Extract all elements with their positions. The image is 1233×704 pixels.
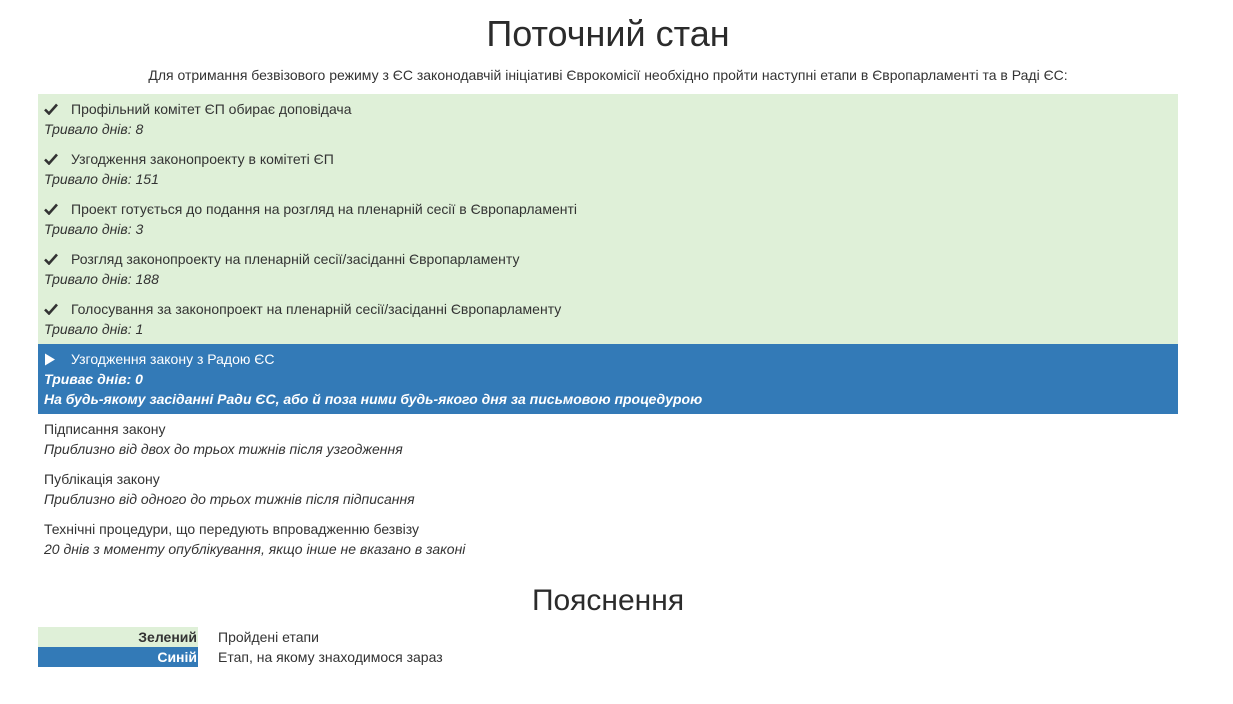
stage-name: Профільний комітет ЄП обирає доповідача [71,101,352,117]
stage-item-future [38,414,1178,464]
stages-list [38,94,1178,564]
play-icon [44,353,62,366]
stage-duration: Тривало днів: 3 [44,221,144,237]
stage-item-future [38,514,1178,564]
stage-name: Публікація закону [44,471,160,487]
legend-swatch-green: Зелений [38,627,198,647]
stage-item-future [38,464,1178,514]
stage-name: Голосування за законопроект на пленарній сесії/засіданні Європарламенту [71,301,562,317]
legend-item-blue [38,647,738,667]
stage-item-current [38,344,1178,414]
stage-name: Підписання закону [44,421,166,437]
legend [38,627,738,667]
stage-duration: 20 днів з моменту опублікування, якщо інше не вказано в законі [44,541,466,557]
stage-item-done [38,144,1178,194]
stage-item-done [38,94,1178,144]
stage-name: Розгляд законопроекту на пленарній сесії/засіданні Європарламенту [71,251,520,267]
check-icon [44,303,62,315]
check-icon [44,153,62,165]
stage-duration: Тривало днів: 151 [44,171,159,187]
stage-duration: Тривало днів: 8 [44,121,144,137]
stage-duration: Тривало днів: 1 [44,321,144,337]
stage-name: Узгодження законопроекту в комітеті ЄП [71,151,334,167]
legend-description: Етап, на якому знаходимося зараз [218,649,443,665]
stage-duration: Приблизно від двох до трьох тижнів після узгодження [44,441,403,457]
stage-duration: Приблизно від одного до трьох тижнів після підписання [44,491,415,507]
stage-duration: Тривало днів: 188 [44,271,159,287]
stage-name: Узгодження закону з Радою ЄС [71,351,275,367]
stage-note: На будь-якому засіданні Ради ЄС, або й поза ними будь-якого дня за письмовою процедурою [44,391,703,407]
stage-item-done [38,244,1178,294]
legend-item-green [38,627,738,647]
legend-title: Пояснення [531,584,685,617]
stage-duration: Триває днів: 0 [44,371,143,387]
stage-item-done [38,194,1178,244]
stage-name: Проект готується до подання на розгляд на пленарній сесії в Європарламенті [71,201,577,217]
check-icon [44,253,62,265]
stage-item-done [38,294,1178,344]
stage-name: Технічні процедури, що передують впровадженню безвізу [44,521,420,537]
check-icon [44,103,62,115]
check-icon [44,203,62,215]
legend-description: Пройдені етапи [218,629,319,645]
page-title: Поточний стан [486,13,730,54]
page-subtitle: Для отримання безвізового режиму з ЄС законодавчій ініціативі Єврокомісії необхідно пройти наступні етапи в Європарламенті та в Раді ЄС: [148,67,1068,83]
legend-swatch-blue: Синій [38,647,198,667]
